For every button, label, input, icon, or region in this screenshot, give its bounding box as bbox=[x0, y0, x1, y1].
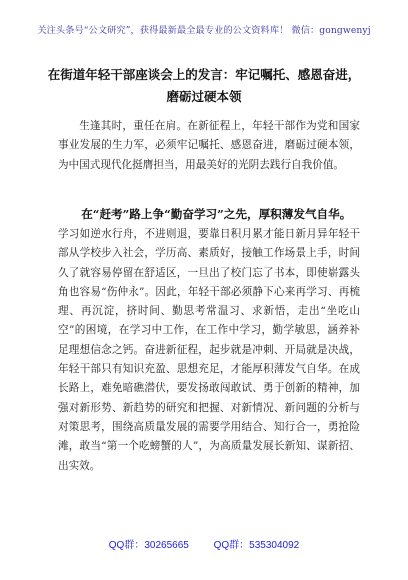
footer-contact bbox=[0, 536, 408, 551]
paragraph-intro: 生逢其时，重任在肩。在新征程上，年轻干部作为党和国家事业发展的生力军，必须牢记嘱托、感恩奋进，磨砺过硬本领，为中国式现代化挺膺担当，用最美好的光阴去践行自我价值。 bbox=[58, 120, 360, 171]
section-subheading: 在“赶考”路上争“勤奋学习”之先，厚积薄发气自华。 bbox=[81, 207, 352, 221]
header-banner: 关注头条号“公文研究”，获得最新最全最专业的公文资料库！ 微信：gongwenyj bbox=[37, 25, 371, 36]
title-line-2: 磨砺过硬本领 bbox=[166, 89, 242, 104]
footer-qq-group-1: QQ群：30265665 bbox=[108, 540, 189, 551]
document-title bbox=[40, 64, 368, 108]
title-line-1: 在街道年轻干部座谈会上的发言：牢记嘱托、感恩奋进， bbox=[47, 67, 361, 82]
footer-qq-group-2: QQ群：535304092 bbox=[213, 540, 300, 551]
paragraph-study: 学习如逆水行舟，不进则退，要靠日积月累才能日新月异年轻干部从学校步入社会，学历高、素质好，接触工作场景上手，时间久了就容易停留在舒适区，一旦出了校门忘了书本，即使崭露头角也容易“伤仲永”。因此，年轻干部必须静下心来再学习、再梳理、再沉淀，挤时间、勤思考常温习、求新悟，走出“坐吃山空”的困境，在学习中工作，在工作中学习，勤学敏思，涵养补足理想信念之钙。奋进新征程，起步就是冲刺、开局就是决战，年轻干部只有知识充盈、思想充足，才能厚积薄发气自华。在成长路上，难免暗礁潜伏，要发扬敢闯敢试、勇于创新的精神，加强对新形势、新趋势的研究和把握、对新情况、新问题的分析与对策思考，围绕高质量发展的需要学用结合、知行合一，勇抢险滩，敢当“第一个吃螃蟹的人”，为高质量发展长新知、谋新招、出实效。 bbox=[58, 228, 360, 472]
